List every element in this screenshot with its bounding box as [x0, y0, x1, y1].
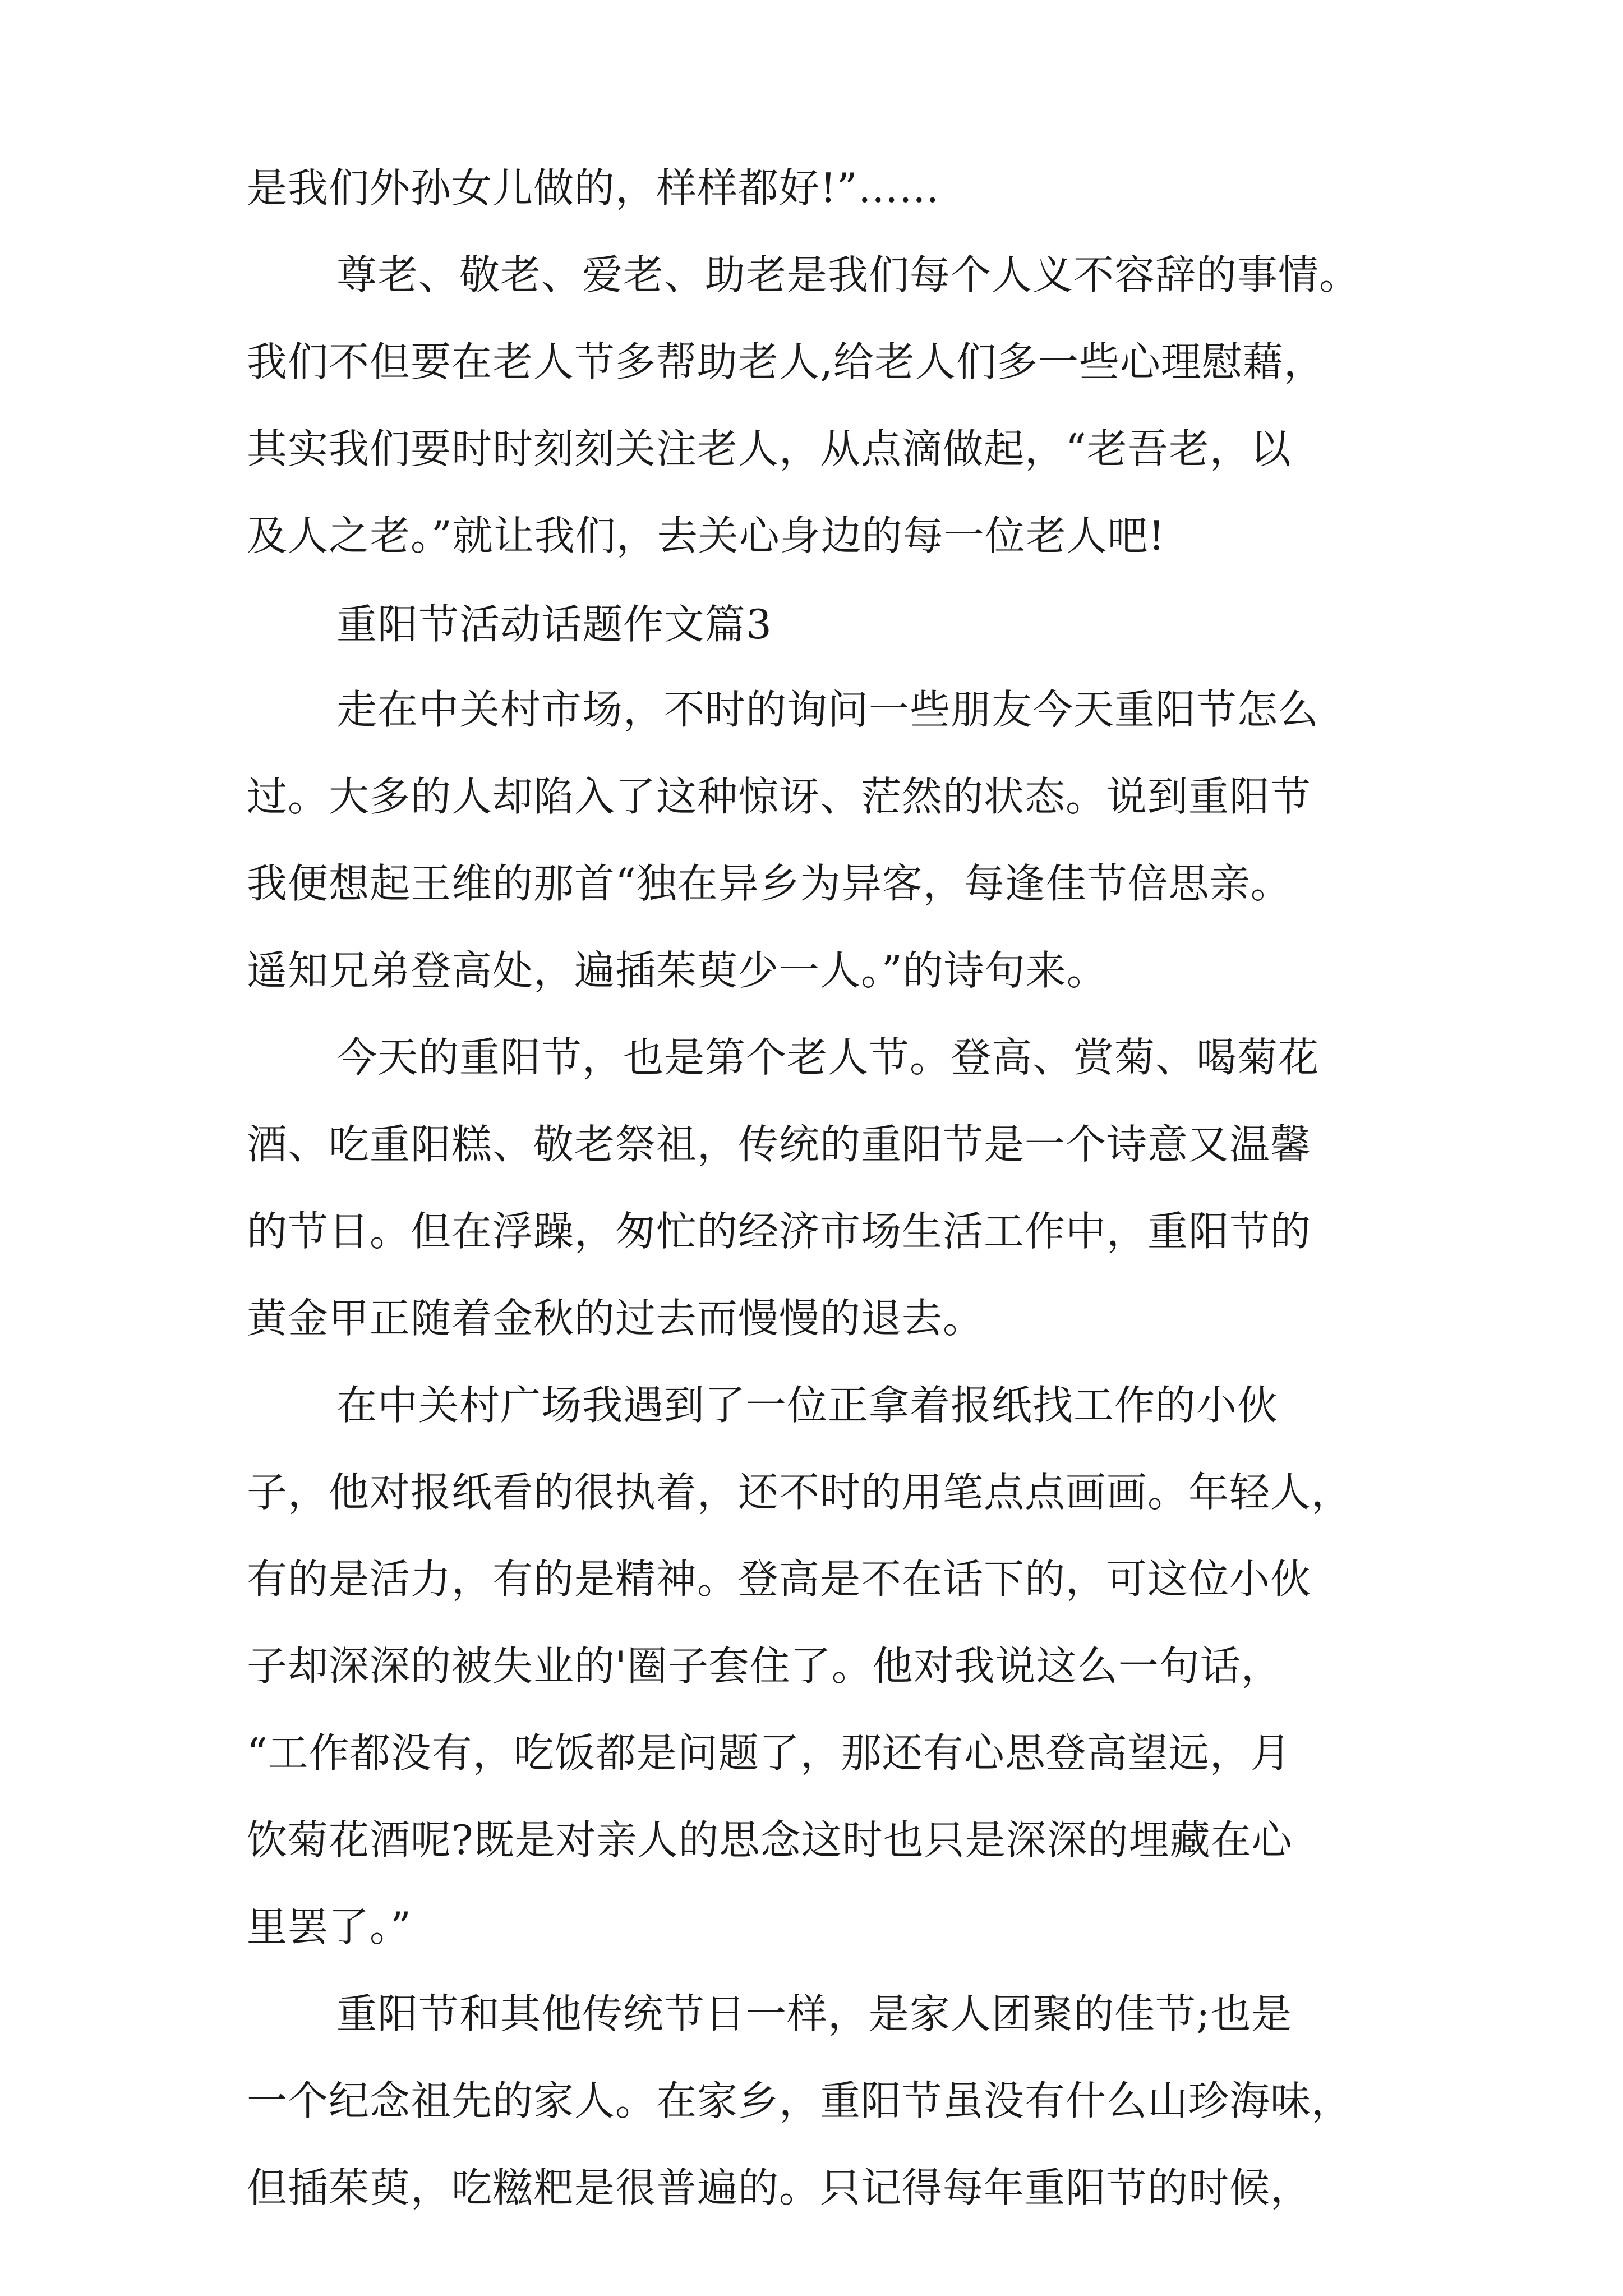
text-line: 有的是活力，有的是精神。登高是不在话下的，可这位小伙	[247, 1556, 1312, 1603]
text-line: 走在中关村市场，不时的询问一些朋友今天重阳节怎么	[336, 686, 1320, 733]
text-line: 过。大多的人却陷入了这种惊讶、茫然的状态。说到重阳节	[247, 773, 1312, 820]
text-line: 我便想起王维的那首“独在异乡为异客，每逢佳节倍思亲。	[247, 860, 1292, 907]
text-line: “工作都没有，吃饭都是问题了，那还有心思登高望远，月	[247, 1729, 1292, 1777]
text-line: 一个纪念祖先的家人。在家乡，重阳节虽没有什么山珍海味，	[247, 2077, 1353, 2124]
text-line: 子，他对报纸看的很执着，还不时的用笔点点画画。年轻人，	[247, 1469, 1353, 1516]
text-line: 遥知兄弟登高处，遍插茱萸少一人。”的诗句来。	[247, 947, 1108, 994]
text-line: 是我们外孙女儿做的，样样都好!”……	[247, 164, 940, 211]
text-line: 黄金甲正随着金秋的过去而慢慢的退去。	[247, 1295, 984, 1342]
text-line: 在中关村广场我遇到了一位正拿着报纸找工作的小伙	[336, 1382, 1279, 1429]
text-line: 的节日。但在浮躁，匆忙的经济市场生活工作中，重阳节的	[247, 1208, 1312, 1255]
text-line: 重阳节和其他传统节日一样，是家人团聚的佳节;也是	[336, 1990, 1293, 2037]
text-line: 但插茱萸，吃糍粑是很普遍的。只记得每年重阳节的时候，	[247, 2164, 1312, 2211]
text-line: 酒、吃重阳糕、敬老祭祖，传统的重阳节是一个诗意又温馨	[247, 1121, 1312, 1168]
text-line: 我们不但要在老人节多帮助老人,给老人们多一些心理慰藉，	[247, 338, 1325, 385]
text-line: 今天的重阳节，也是第个老人节。登高、赏菊、喝菊花	[336, 1034, 1320, 1081]
text-line: 尊老、敬老、爱老、助老是我们每个人义不容辞的事情。	[336, 251, 1361, 298]
section-heading: 重阳节活动话题作文篇3	[336, 601, 772, 648]
text-line: 饮菊花酒呢?既是对亲人的思念这时也只是深深的埋藏在心	[247, 1816, 1293, 1864]
text-line: 其实我们要时时刻刻关注老人，从点滴做起，“老吾老，以	[247, 425, 1292, 472]
text-line: 子却深深的被失业的'圈子套住了。他对我说这么一句话，	[247, 1642, 1282, 1690]
text-line: 里罢了。”	[247, 1903, 412, 1950]
text-line: 及人之老。”就让我们，去关心身边的每一位老人吧!	[247, 512, 1165, 559]
